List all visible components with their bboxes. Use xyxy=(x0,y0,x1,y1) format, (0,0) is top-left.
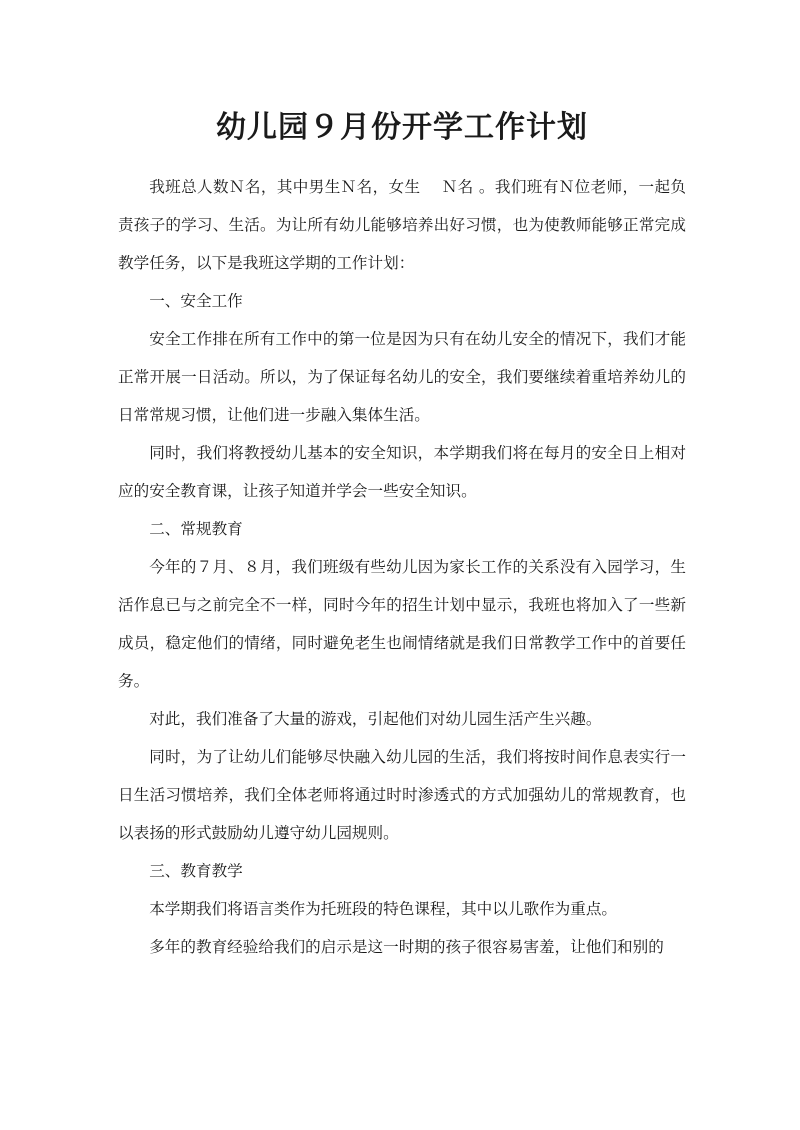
paragraph-safety-2: 同时，我们将教授幼儿基本的安全知识，本学期我们将在每月的安全日上相对应的安全教育课，让孩子知道并学会一些安全知识。 xyxy=(118,444,686,500)
paragraph-teaching-2: 多年的教育经验给我们的启示是这一时期的孩子很容易害羞，让他们和别的 xyxy=(149,938,664,956)
document-body xyxy=(118,168,686,966)
section-heading-safety: 一、安全工作 xyxy=(149,292,243,310)
section-heading-routine: 二、常规教育 xyxy=(149,520,243,538)
section-heading-teaching: 三、教育教学 xyxy=(149,862,243,880)
paragraph-routine-3: 同时，为了让幼儿们能够尽快融入幼儿园的生活，我们将按时间作息表实行一日生活习惯培养，我们全体老师将通过时时渗透式的方式加强幼儿的常规教育，也以表扬的形式鼓励幼儿遵守幼儿园规则。 xyxy=(118,748,686,842)
document-title: 幼儿园９月份开学工作计划 xyxy=(216,110,588,145)
paragraph-intro: 我班总人数Ｎ名，其中男生Ｎ名，女生 Ｎ名 。我们班有Ｎ位老师，一起负责孩子的学习、生活。为让所有幼儿能够培养出好习惯，也为使教师能够正常完成教学任务，以下是我班这学期的工作计划： xyxy=(118,178,686,272)
paragraph-routine-2: 对此，我们准备了大量的游戏，引起他们对幼儿园生活产生兴趣。 xyxy=(149,710,602,728)
document-page xyxy=(118,104,686,966)
paragraph-teaching-1: 本学期我们将语言类作为托班段的特色课程，其中以儿歌作为重点。 xyxy=(149,900,618,918)
paragraph-safety-1: 安全工作排在所有工作中的第一位是因为只有在幼儿安全的情况下，我们才能正常开展一日活动。所以，为了保证每名幼儿的安全，我们要继续着重培养幼儿的日常常规习惯，让他们进一步融入集体生活。 xyxy=(118,330,686,424)
paragraph-routine-1: 今年的７月、８月，我们班级有些幼儿因为家长工作的关系没有入园学习，生活作息已与之前完全不一样，同时今年的招生计划中显示，我班也将加入了一些新成员，稳定他们的情绪，同时避免老生也闹情绪就是我们日常教学工作中的首要任务。 xyxy=(118,558,686,690)
